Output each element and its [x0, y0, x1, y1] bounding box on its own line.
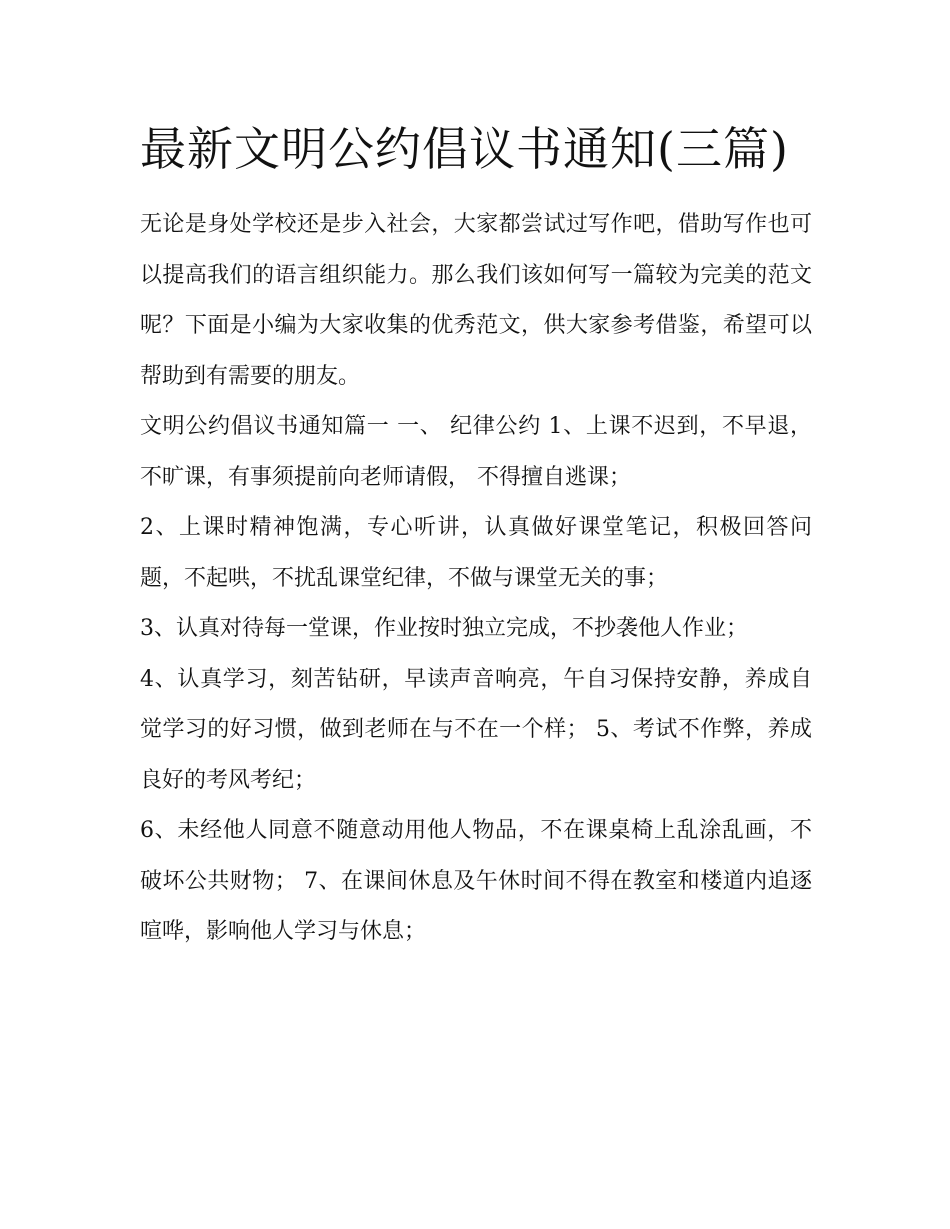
intro-paragraph: 无论是身处学校还是步入社会，大家都尝试过写作吧，借助写作也可以提高我们的语言组织能力。那么我们该如何写一篇较为完美的范文呢？下面是小编为大家收集的优秀范文，供大家参考借鉴，希望可以帮助到有需要的朋友。 — [140, 212, 812, 389]
paragraph-discipline-2: 2、上课时精神饱满，专心听讲，认真做好课堂笔记，积极回答问题，不起哄，不扰乱课堂纪律，不做与课堂无关的事； — [140, 515, 812, 591]
paragraph-discipline-6: 6、未经他人同意不随意动用他人物品，不在课桌椅上乱涂乱画，不破坏公共财物； 7、在课间休息及午休时间不得在教室和楼道内追逐喧哗，影响他人学习与休息； — [140, 818, 812, 944]
paragraph-discipline-1: 文明公约倡议书通知篇一 一、 纪律公约 1、上课不迟到，不早退，不旷课，有事须提前向老师请假， 不得擅自逃课； — [140, 414, 812, 490]
document-body — [140, 112, 812, 958]
paragraph-discipline-4: 4、认真学习，刻苦钻研，早读声音响亮，午自习保持安静，养成自觉学习的好习惯，做到老师在与不在一个样； 5、考试不作弊，养成良好的考风考纪； — [140, 666, 812, 793]
paragraph-discipline-3: 3、认真对待每一堂课，作业按时独立完成，不抄袭他人作业； — [140, 616, 748, 641]
document-title: 最新文明公约倡议书通知(三篇) — [140, 122, 789, 176]
